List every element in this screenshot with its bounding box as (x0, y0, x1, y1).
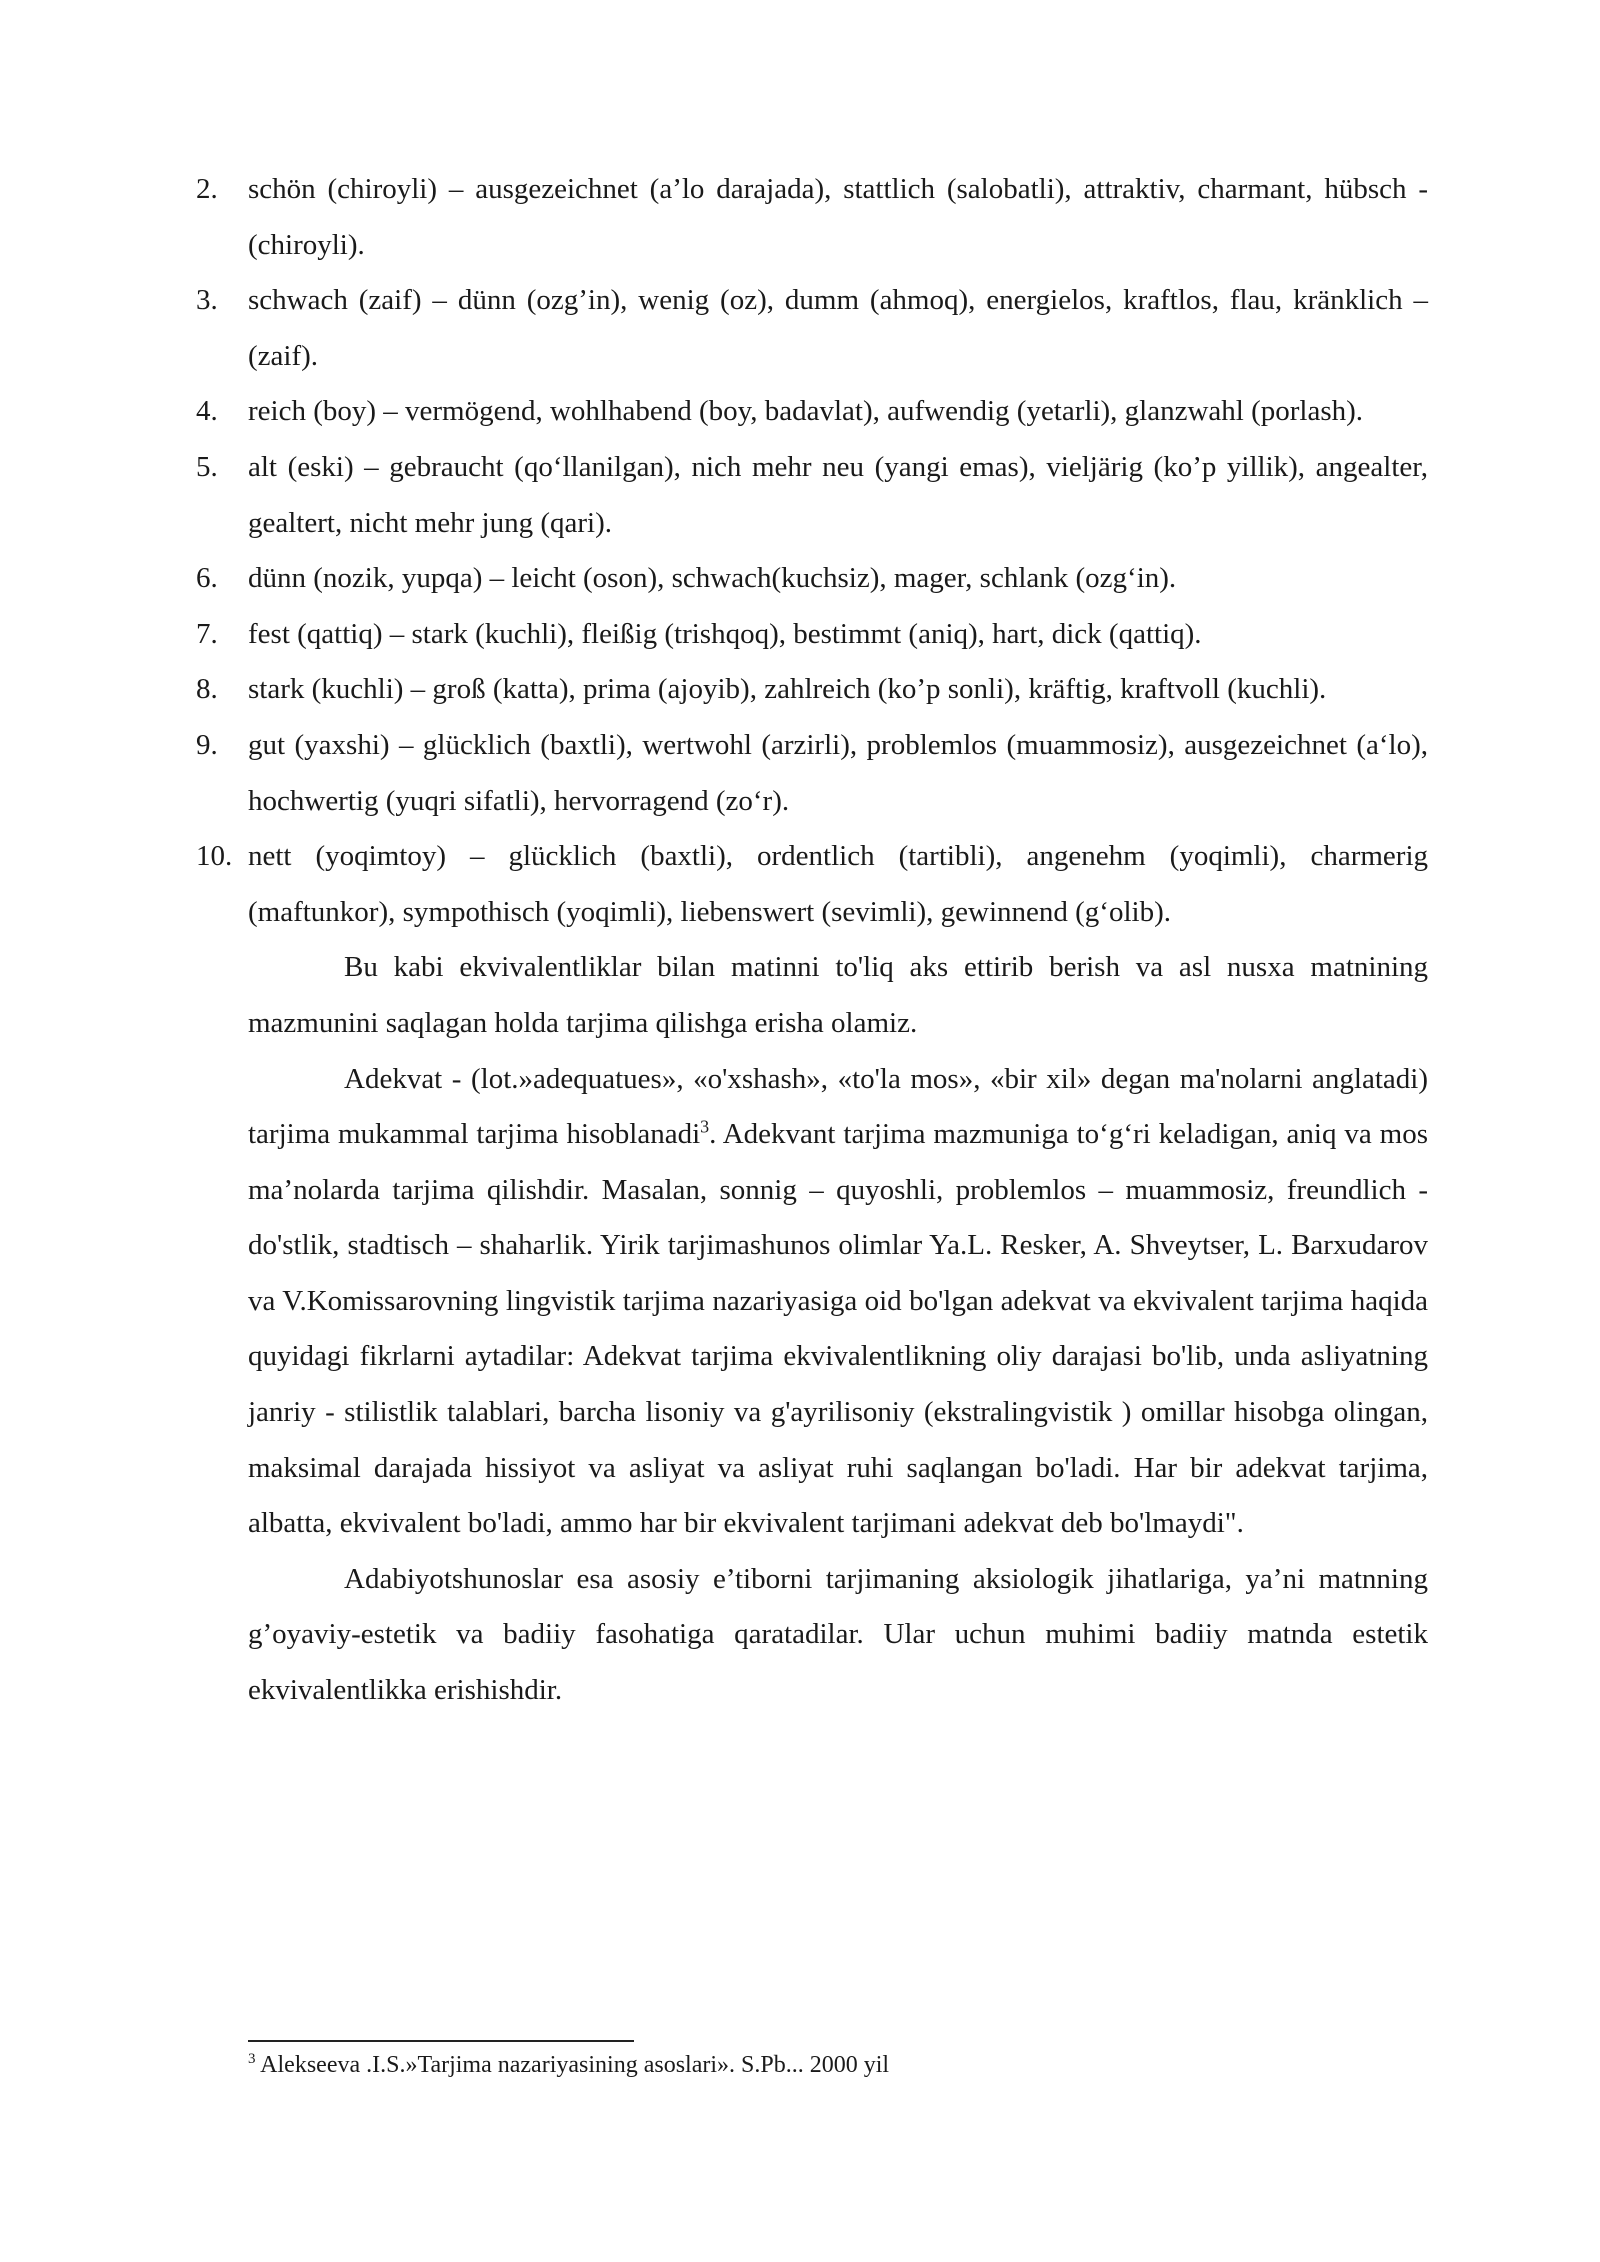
list-item (196, 162, 1428, 273)
list-number: 5. (196, 450, 218, 483)
list-text: reich (boy) – vermögend, wohlhabend (boy, badavlat), aufwendig (yetarli), glanzwahl (porlash). (248, 395, 1364, 428)
list-item (196, 551, 1428, 607)
page-body (196, 162, 1428, 1719)
list-item (196, 718, 1428, 829)
list-number: 8. (196, 673, 218, 706)
list-number: 9. (196, 728, 218, 761)
paragraph-text: . Adekvant tarjima mazmuniga to‘g‘ri keladigan, aniq va mos ma’nolarda tarjima qilishdir. Masalan, sonnig – quyoshli, problemlos – muammosiz, freundlich - do'stlik, stadtisch – shaharlik. Yirik tarjimashunos olimlar Ya.L. Resker, A. Shveytser, L. Barxudarov va V.Komissarovning lingvistik tarjima nazariyasiga oid bo'lgan adekvat va ekvivalent tarjima haqida quyidagi fikrlarni aytadilar: Adekvat tarjima ekvivalentlikning oliy darajasi bo'lib, unda asliyatning janriy - stilistlik talablari, barcha lisoniy va g'ayrilisoniy (ekstralingvistik ) omillar hisobga olingan, maksimal darajada hissiyot va asliyat va asliyat ruhi saqlangan bo'ladi. Har bir adekvat tarjima, albatta, ekvivalent bo'ladi, ammo har bir ekvivalent tarjimani adekvat deb bo'lmaydi". (248, 1118, 1428, 1540)
list-item (196, 607, 1428, 663)
list-number: 7. (196, 617, 218, 650)
list-item (196, 384, 1428, 440)
paragraph-text: Adekvat - (lot.»adequatues», «o'xshash», «to'la mos», «bir xil» degan ma'nolarni anglatadi) tarjima mukammal tarjima hisoblanadi (248, 1062, 1428, 1151)
list-item (196, 440, 1428, 551)
list-item (196, 829, 1428, 940)
footnote-separator (248, 2040, 634, 2042)
list-text: stark (kuchli) – groß (katta), prima (ajoyib), zahlreich (ko’p sonli), kräftig, kraftvoll (kuchli). (248, 673, 1327, 706)
list-text: schön (chiroyli) – ausgezeichnet (a’lo darajada), stattlich (salobatli), attraktiv, charmant, hübsch -(chiroyli). (248, 173, 1428, 261)
footnote-mark: 3 (248, 2051, 256, 2067)
paragraph-adequate-translation (196, 1052, 1428, 1552)
footnote-reference[interactable]: 3 (700, 1116, 710, 1137)
synonym-list (196, 162, 1428, 940)
list-number: 3. (196, 284, 218, 317)
footnote-text: Alekseeva .I.S.»Tarjima nazariyasining asoslari». S.Pb... 2000 yil (255, 2052, 890, 2078)
paragraph-equivalents: Bu kabi ekvivalentliklar bilan matinni to'liq aks ettirib berish va asl nusxa matnining mazmunini saqlagan holda tarjima qilishga erisha olamiz. (248, 951, 1428, 1039)
list-item (196, 662, 1428, 718)
list-text: dünn (nozik, yupqa) – leicht (oson), schwach(kuchsiz), mager, schlank (ozg‘in). (248, 562, 1177, 595)
list-number: 4. (196, 395, 218, 428)
paragraph-literary-scholars: Adabiyotshunoslar esa asosiy e’tiborni tarjimaning aksiologik jihatlariga, ya’ni matnning g’oyaviy-estetik va badiiy fasohatiga qaratadilar. Ular uchun muhimi badiiy matnda estetik ekvivalentlikka erishishdir. (248, 1562, 1428, 1707)
list-text: fest (qattiq) – stark (kuchli), fleißig (trishqoq), bestimmt (aniq), hart, dick (qattiq). (248, 617, 1202, 650)
list-number: 10. (196, 840, 233, 873)
list-number: 2. (196, 173, 218, 205)
footnote (248, 2049, 889, 2081)
list-text: alt (eski) – gebraucht (qo‘llanilgan), nich mehr neu (yangi emas), vieljärig (ko’p yillik), angealter, gealtert, nicht mehr jung (qari). (248, 450, 1428, 539)
list-number: 6. (196, 562, 218, 595)
list-item (196, 273, 1428, 384)
list-text: nett (yoqimtoy) – glücklich (baxtli), ordentlich (tartibli), angenehm (yoqimli), charmerig (maftunkor), sympothisch (yoqimli), liebenswert (sevimli), gewinnend (g‘olib). (248, 840, 1428, 928)
list-text: gut (yaxshi) – glücklich (baxtli), wertwohl (arzirli), problemlos (muammosiz), ausgezeichnet (a‘lo), hochwertig (yuqri sifatli), hervorragend (zo‘r). (248, 728, 1428, 817)
list-text: schwach (zaif) – dünn (ozg’in), wenig (oz), dumm (ahmoq), energielos, kraftlos, flau, kränklich – (zaif). (248, 284, 1428, 372)
